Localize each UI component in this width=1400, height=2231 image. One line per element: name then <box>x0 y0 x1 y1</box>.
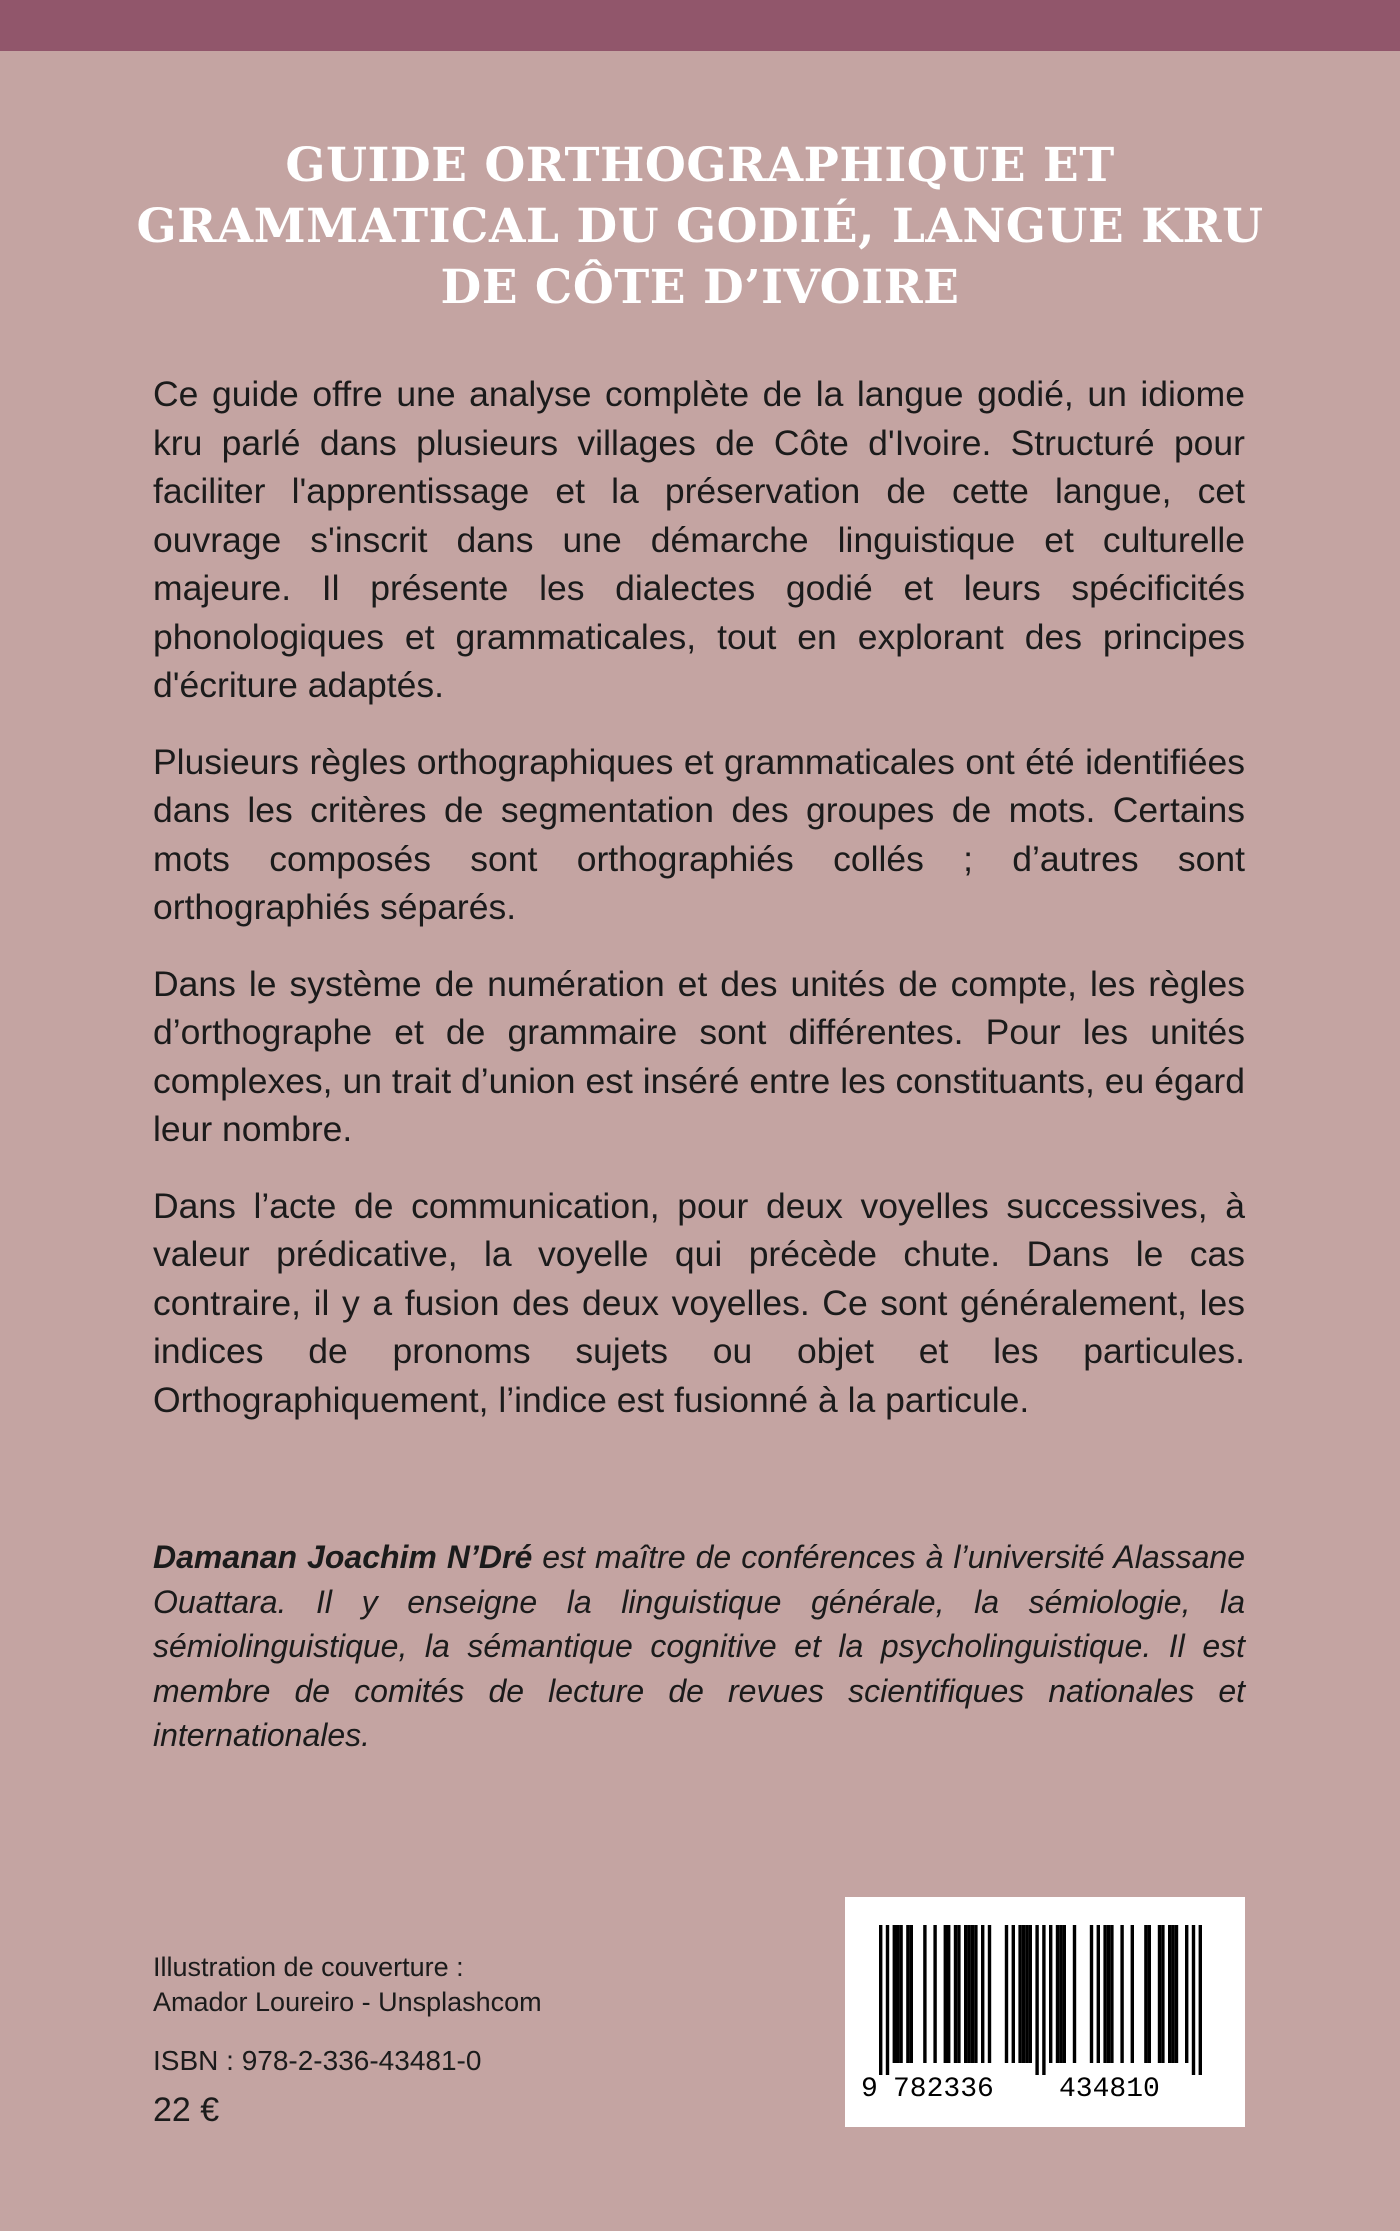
barcode-bar <box>879 1925 882 2075</box>
barcode-bar <box>1144 1925 1147 2063</box>
credits-value: Amador Loureiro - Unsplashcom <box>153 1987 542 2017</box>
barcode-bar <box>944 1925 947 2063</box>
barcode-bar <box>971 1925 974 2063</box>
barcode-bar <box>1042 1925 1045 2075</box>
barcode-bar <box>1090 1925 1093 2063</box>
barcode-bar <box>1005 1925 1008 2063</box>
barcode-bar <box>886 1925 889 2075</box>
barcode-bar <box>910 1925 913 2063</box>
barcode-bar <box>1131 1925 1134 2063</box>
summary-paragraph: Ce guide offre une analyse complète de la langue godié, un idiome kru parlé dans plusieurs villages de Côte d'Ivoire. Structuré pour faciliter l'apprentissage et la préservation de cette langue, cet ouvrage s'inscrit dans une démarche linguistique et culturelle majeure. Il présente les dialectes godié et leurs spécificités phonologiques et grammaticales, tout en explorant des principes d'écriture adaptés. <box>153 374 1245 705</box>
barcode-bar <box>1161 1925 1164 2063</box>
title-line: GRAMMATICAL DU GODIÉ, LANGUE KRU <box>136 199 1264 254</box>
barcode-bar <box>1022 1925 1025 2063</box>
book-title <box>120 135 1280 318</box>
barcode-group-left: 782336 <box>893 2074 994 2105</box>
author-bio-text: est maître de conférences à l’université Alassane Ouattara. Il y enseigne la linguistique générale, la sémiologie, la sémiolinguistique, la sémantique cognitive et la psycholinguistique. Il est membre de comités de lecture de revues scientifiques nationales et internationales. <box>153 1539 1246 1753</box>
summary-text <box>153 370 1245 1452</box>
barcode-bar <box>954 1925 957 2063</box>
barcode-bar <box>1158 1925 1161 2063</box>
barcode-bar <box>947 1925 950 2063</box>
summary-paragraph: Plusieurs règles orthographiques et grammaticales ont été identifiées dans les critères de segmentation des groupes de mots. Certains mots composés sont orthographiés collés ; d’autres sont orthographiés séparés. <box>153 741 1245 927</box>
barcode-bar <box>1192 1925 1195 2075</box>
barcode-bar <box>1029 1925 1032 2063</box>
title-line: GUIDE ORTHOGRAPHIQUE ET <box>285 138 1115 193</box>
barcode-bar <box>1185 1925 1188 2063</box>
barcode-bar <box>1056 1925 1059 2063</box>
barcode <box>845 1897 1245 2127</box>
barcode-bar <box>893 1925 896 2063</box>
barcode-bar <box>1073 1925 1076 2063</box>
barcode-bar <box>1018 1925 1021 2063</box>
barcode-bar <box>923 1925 926 2063</box>
barcode-bar <box>1168 1925 1171 2063</box>
barcode-bar <box>1035 1925 1038 2075</box>
barcode-first-digit: 9 <box>861 2074 878 2105</box>
barcode-bar <box>964 1925 967 2063</box>
price: 22 € <box>153 2091 220 2129</box>
barcode-bar <box>906 1925 909 2063</box>
barcode-bar <box>1199 1925 1202 2075</box>
barcode-bar <box>1063 1925 1066 2063</box>
barcode-bar <box>1059 1925 1062 2063</box>
credits-label: Illustration de couverture : <box>153 1952 464 1982</box>
author-name: Damanan Joachim N’Dré <box>153 1539 533 1575</box>
barcode-bar <box>1107 1925 1110 2063</box>
barcode-bar <box>1049 1925 1052 2063</box>
barcode-bar <box>1175 1925 1178 2063</box>
barcode-bar <box>967 1925 970 2063</box>
barcode-bar <box>1120 1925 1123 2063</box>
barcode-bar <box>899 1925 902 2063</box>
barcode-graphic <box>845 1897 1245 2127</box>
barcode-bar <box>1012 1925 1015 2063</box>
barcode-bar <box>957 1925 960 2063</box>
summary-paragraph: Dans l’acte de communication, pour deux voyelles successives, à valeur prédicative, la voyelle qui précède chute. Dans le cas contraire, il y a fusion des deux voyelles. Ce sont généralement, les indices de pronoms sujets ou objet et les particules. Orthographiquement, l’indice est fusionné à la particule. <box>153 1185 1245 1420</box>
barcode-bar <box>1171 1925 1174 2063</box>
summary-paragraph: Dans le système de numération et des unités de compte, les règles d’orthographe et de grammaire sont différentes. Pour les unités complexes, un trait d’union est inséré entre les constituants, eu égard leur nombre. <box>153 963 1245 1149</box>
barcode-bar <box>1097 1925 1100 2063</box>
isbn: ISBN : 978-2-336-43481-0 <box>153 2045 482 2076</box>
barcode-bar <box>1025 1925 1028 2063</box>
top-band <box>0 0 1400 51</box>
barcode-bar <box>974 1925 977 2063</box>
barcode-bar <box>981 1925 984 2063</box>
barcode-bar <box>1103 1925 1106 2063</box>
barcode-bar <box>896 1925 899 2063</box>
title-line: DE CÔTE D’IVOIRE <box>440 260 960 315</box>
barcode-bar <box>988 1925 991 2063</box>
author-bio <box>153 1535 1245 1758</box>
barcode-bar <box>933 1925 936 2063</box>
barcode-bar <box>1110 1925 1113 2063</box>
barcode-bars <box>879 1925 1202 2075</box>
cover-credits <box>153 1950 542 2020</box>
barcode-group-right: 434810 <box>1059 2074 1160 2105</box>
barcode-bar <box>1148 1925 1151 2063</box>
